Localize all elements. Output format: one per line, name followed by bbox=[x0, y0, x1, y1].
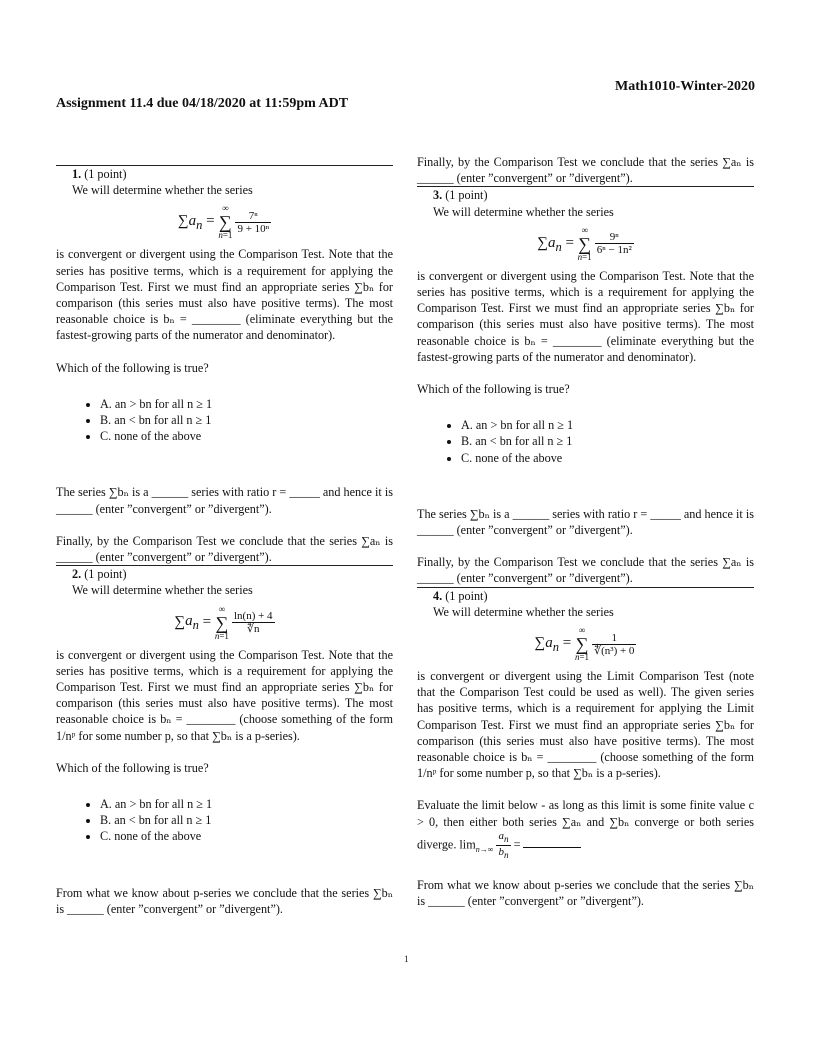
page-number: 1 bbox=[404, 954, 409, 964]
problem-1-ratio: The series ∑bₙ is a ______ series with ratio r = _____ and hence it is ______ (enter ”convergent” or ”divergent”). bbox=[56, 485, 393, 516]
right-column bbox=[417, 154, 754, 910]
which-true: Which of the following is true? bbox=[417, 382, 570, 397]
problem-3-finally: Finally, by the Comparison Test we conclude that the series ∑aₙ is ______ (enter ”convergent” or ”divergent”). bbox=[417, 555, 754, 586]
problem-2-title: 2. (1 point) bbox=[72, 567, 127, 582]
problem-2-finally: Finally, by the Comparison Test we conclude that the series ∑aₙ is ______ (enter ”convergent” or ”divergent”). bbox=[417, 155, 754, 186]
problem-1-formula: $\sum a_n$ = ∞ ∑ n=1 $\frac{\text{7ⁿ}}{\text{9 + 10ⁿ}}$ bbox=[177, 203, 270, 241]
numerator: 1 bbox=[592, 632, 636, 645]
problem-1-intro: We will determine whether the series bbox=[72, 183, 253, 198]
denominator: 6ⁿ − 1n² bbox=[596, 244, 632, 257]
choice-b[interactable]: • B. an < bn for all n ≥ 1 bbox=[100, 812, 393, 828]
problem-2-intro: We will determine whether the series bbox=[72, 583, 253, 598]
course-title: Math1010-Winter-2020 bbox=[615, 79, 755, 94]
problem-4-title: 4. (1 point) bbox=[433, 588, 488, 603]
choice-b[interactable]: • B. an < bn for all n ≥ 1 bbox=[100, 412, 393, 428]
problem-1-finally: Finally, by the Comparison Test we conclude that the series ∑aₙ is ______ (enter ”convergent” or ”divergent”). bbox=[56, 533, 393, 565]
choice-a[interactable]: • A. an > bn for all n ≥ 1 bbox=[461, 417, 754, 433]
problem-3-ratio: The series ∑bₙ is a ______ series with ratio r = _____ and hence it is ______ (enter ”convergent” or ”divergent”). bbox=[417, 506, 754, 538]
choice-b[interactable]: • B. an < bn for all n ≥ 1 bbox=[461, 433, 754, 449]
problem-1-body: is convergent or divergent using the Comparison Test. Note that the series has positive terms, which is a requirement for applying the Comparison Test. First we must find an appropriate series ∑bₙ for comparison (this series must also have positive terms). The most reasonable choice is bₙ = ________ (eliminate everything but the fastest-growing parts of the numerator and denominator). bbox=[56, 247, 393, 343]
choice-list bbox=[56, 396, 393, 445]
problem-4-body: is convergent or divergent using the Limit Comparison Test (note that the Comparison Test could be used as well). The given series has positive terms, which is a requirement for applying the Limit Comparison Test. First we must find an appropriate series ∑bₙ for comparison (this series must also have positive terms). The most reasonable choice is bₙ = ________ (choose something of the form 1/nᵖ for some number p, so that ∑bₙ is a p-series). bbox=[417, 669, 754, 781]
numerator: ln(n) + 4 bbox=[233, 610, 273, 623]
limit-answer-blank[interactable] bbox=[523, 837, 581, 848]
choice-c[interactable]: • C. none of the above bbox=[461, 450, 754, 466]
problem-2-body: is convergent or divergent using the Comparison Test. Note that the series has positive terms, which is a requirement for applying the Comparison Test. First we must find an appropriate series ∑bₙ for comparison (this series must also have positive terms). The most reasonable choice is bₙ = ________ (choose something of the form 1/nᵖ for some number p, so that ∑bₙ is a p-series). bbox=[56, 647, 393, 743]
problem-1-title: 1. (1 point) bbox=[72, 167, 127, 181]
problem-3-intro: We will determine whether the series bbox=[433, 204, 614, 219]
which-true: Which of the following is true? bbox=[56, 760, 209, 775]
denominator: ∜n bbox=[247, 623, 260, 636]
problem-4-formula: $\sum a_n$ = ∞ ∑ n=1 $\frac{1}{\text{∜(n³) + 0}}$ bbox=[534, 625, 635, 663]
denominator: 9 + 10ⁿ bbox=[237, 222, 270, 235]
problem-2-from-what: From what we know about p-series we conclude that the series ∑bₙ is ______ (enter ”convergent” or ”divergent”). bbox=[56, 885, 393, 916]
numerator: 7ⁿ bbox=[235, 210, 271, 223]
denominator: ∜(n³) + 0 bbox=[594, 644, 635, 657]
problem-3-body: is convergent or divergent using the Comparison Test. Note that the series has positive terms, which is a requirement for applying the Comparison Test. First we must find an appropriate series ∑bₙ for comparison (this series must also have positive terms). The most reasonable choice is bₙ = ________ (eliminate everything but the fastest-growing parts of the numerator and denominator). bbox=[417, 268, 754, 364]
numerator: 9ⁿ bbox=[595, 231, 634, 244]
problem-3-title: 3. (1 point) bbox=[433, 188, 488, 203]
problem-2-formula: $\sum a_n$ = ∞ ∑ n=1 $\frac{\ln(n) + 4}{∜n}$ bbox=[174, 603, 273, 641]
problem-4-limit: Evaluate the limit below - as long as this limit is some finite value c > 0, then either both series ∑aₙ and ∑bₙ converge or both series diverge. $\lim_{n\to\infty}$ $\frac{a_n}{b_n}$ = bbox=[417, 798, 754, 861]
choice-list bbox=[417, 417, 754, 466]
choice-a[interactable]: • A. an > bn for all n ≥ 1 bbox=[100, 796, 393, 812]
choice-c[interactable]: • C. none of the above bbox=[100, 428, 393, 444]
assignment-title: Assignment 11.4 due 04/18/2020 at 11:59pm ADT bbox=[56, 96, 349, 111]
choice-c[interactable]: • C. none of the above bbox=[100, 828, 393, 844]
problem-4-from-what: From what we know about p-series we conclude that the series ∑bₙ is ______ (enter ”convergent” or ”divergent”). bbox=[417, 878, 754, 909]
problem-4-intro: We will determine whether the series bbox=[433, 604, 614, 619]
choice-list bbox=[56, 796, 393, 845]
problem-3-formula: $\sum a_n$ = ∞ ∑ n=1 $\frac{\text{9ⁿ}}{\text{6ⁿ − 1n²}}$ bbox=[537, 224, 632, 262]
which-true: Which of the following is true? bbox=[56, 360, 209, 375]
left-column bbox=[56, 165, 393, 917]
choice-a[interactable]: • A. an > bn for all n ≥ 1 bbox=[100, 396, 393, 412]
